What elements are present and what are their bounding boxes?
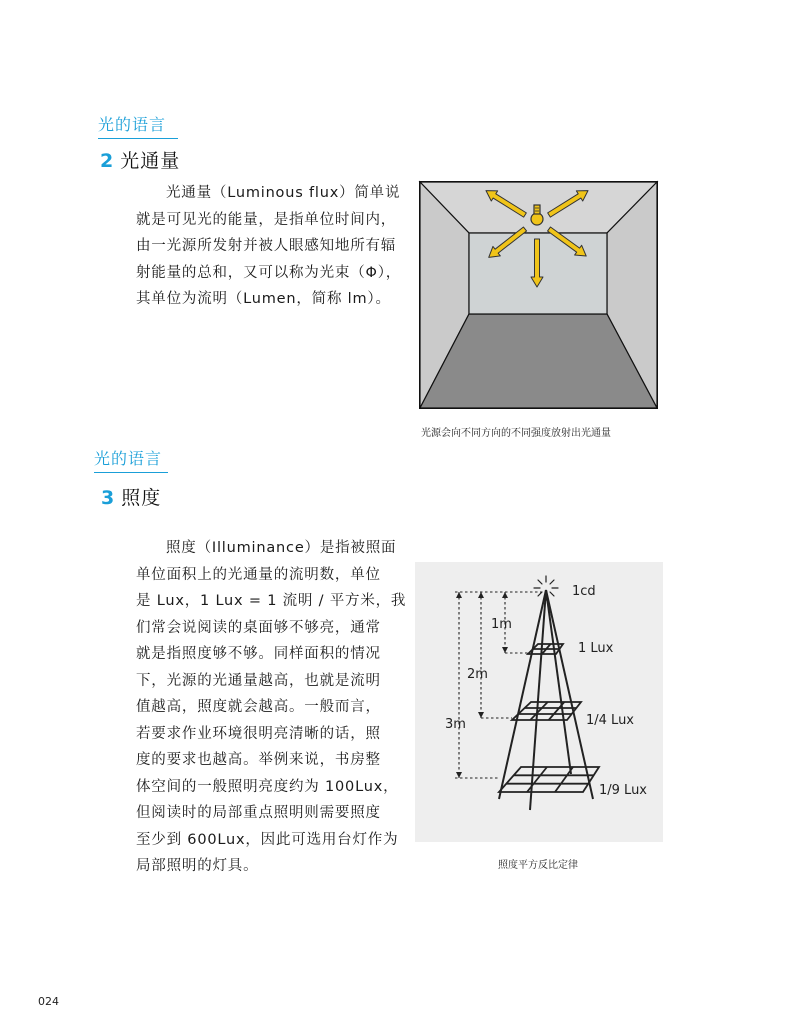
illuminance-label-3: 1/9 Lux — [599, 783, 648, 798]
section3-title: 照度 — [121, 487, 162, 509]
section2-paragraph — [136, 180, 406, 313]
para-line: 由一光源所发射并被人眼感知地所有辐 — [136, 238, 397, 254]
para-line: 们常会说阅读的桌面够不够亮，通常 — [136, 619, 381, 636]
section2-figure-caption: 光源会向不同方向的不同强度放射出光通量 — [421, 428, 611, 439]
para-line: 至少到 600Lux，因此可选用台灯作为 — [136, 831, 399, 848]
para-line: 度的要求也越高。举例来说，书房整 — [136, 752, 381, 768]
section3-number: 3 — [101, 487, 116, 509]
para-line: 射能量的总和，又可以称为光束（Φ）， — [136, 264, 402, 281]
para-line: 下，光源的光通量越高，也就是流明 — [136, 672, 381, 689]
section2-title: 光通量 — [120, 150, 181, 172]
para-line: 照度（Illuminance）是指被照面 — [166, 540, 397, 556]
illuminance-label-2: 1/4 Lux — [586, 713, 635, 728]
para-line: 其单位为流明（Lumen，简称 lm）。 — [136, 291, 391, 307]
illuminance-label-1: 1 Lux — [578, 641, 614, 656]
para-line: 单位面积上的光通量的流明数，单位 — [136, 566, 381, 583]
page-number: 024 — [38, 995, 59, 1008]
section3-paragraph — [136, 535, 406, 880]
distance-label-2m: 2m — [467, 667, 488, 682]
distance-label-3m: 3m — [445, 717, 466, 732]
room-flux-figure — [419, 181, 659, 409]
section2-heading — [100, 146, 180, 173]
para-line: 局部照明的灯具。 — [136, 858, 259, 874]
distance-label-1m: 1m — [491, 617, 512, 632]
para-line: 是 Lux，1 Lux = 1 流明 / 平方米，我 — [136, 593, 407, 609]
para-line: 值越高，照度就会越高。一般而言， — [136, 699, 381, 715]
section2-number: 2 — [100, 150, 115, 172]
para-line: 体空间的一般照明亮度约为 100Lux， — [136, 778, 399, 795]
section3-figure-caption: 照度平方反比定律 — [498, 860, 578, 871]
inverse-square-figure — [415, 562, 663, 842]
para-line: 光通量（Luminous flux）简单说 — [166, 185, 401, 201]
para-line: 就是指照度够不够。同样面积的情况 — [136, 646, 381, 662]
section3-tag: 光的语言 — [94, 446, 168, 473]
section3-heading — [101, 483, 161, 510]
para-line: 就是可见光的能量，是指单位时间内， — [136, 211, 397, 228]
source-label: 1cd — [572, 584, 596, 599]
para-line: 若要求作业环境很明亮清晰的话，照 — [136, 725, 381, 742]
para-line: 但阅读时的局部重点照明则需要照度 — [136, 805, 381, 821]
section2-tag: 光的语言 — [98, 112, 178, 139]
